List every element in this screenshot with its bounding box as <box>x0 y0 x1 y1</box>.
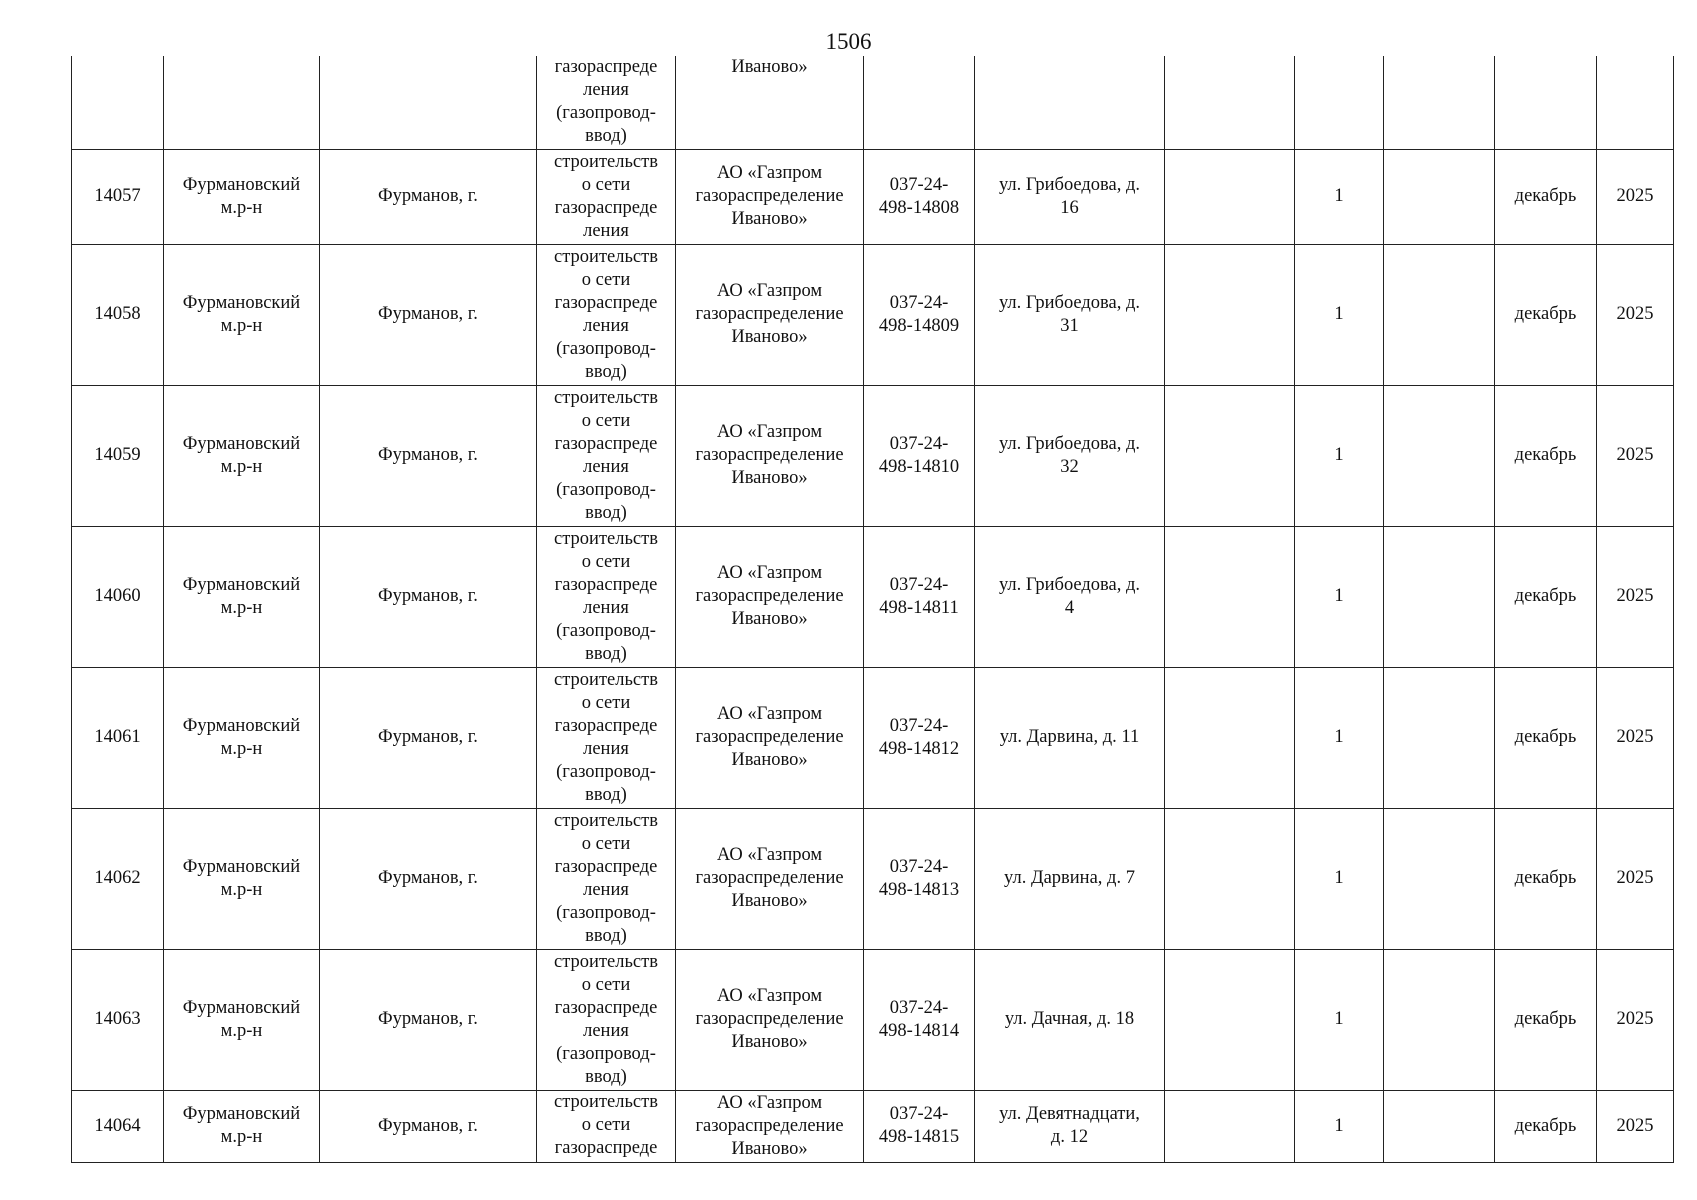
cell-code: 037-24- 498-14812 <box>864 667 975 808</box>
table-body <box>72 56 1674 1162</box>
cell-qty: 1 <box>1295 244 1384 385</box>
cell-code: 037-24- 498-14811 <box>864 526 975 667</box>
cell-empty-2 <box>1384 244 1495 385</box>
cell-year: 2025 <box>1597 667 1674 808</box>
cell-month: декабрь <box>1495 1090 1597 1162</box>
cell-owner: АО «Газпром газораспределение Иваново» <box>676 385 864 526</box>
cell-district: Фурмановский м.р-н <box>164 526 320 667</box>
cell-empty-1 <box>1165 808 1295 949</box>
cell-address: ул. Дачная, д. 18 <box>975 949 1165 1090</box>
cell-qty: 1 <box>1295 1090 1384 1162</box>
cell-code: 037-24- 498-14809 <box>864 244 975 385</box>
cell-empty-1 <box>1165 56 1295 149</box>
cell-num: 14061 <box>72 667 164 808</box>
cell-work-type: газораспреде ления (газопровод- ввод) <box>537 56 676 149</box>
cell-address: ул. Грибоедова, д. 32 <box>975 385 1165 526</box>
cell-empty-1 <box>1165 244 1295 385</box>
cell-owner: АО «Газпром газораспределение Иваново» <box>676 808 864 949</box>
cell-code: 037-24- 498-14814 <box>864 949 975 1090</box>
table-row <box>72 949 1674 1090</box>
cell-work-type: строительств о сети газораспреде ления (газопровод- ввод) <box>537 949 676 1090</box>
cell-work-type: строительств о сети газораспреде ления (газопровод- ввод) <box>537 808 676 949</box>
gas-network-table <box>71 56 1674 1163</box>
cell-month: декабрь <box>1495 808 1597 949</box>
cell-district: Фурмановский м.р-н <box>164 149 320 244</box>
cell-qty: 1 <box>1295 949 1384 1090</box>
cell-year: 2025 <box>1597 949 1674 1090</box>
cell-num: 14057 <box>72 149 164 244</box>
cell-qty: 1 <box>1295 808 1384 949</box>
cell-empty-1 <box>1165 526 1295 667</box>
cell-code: 037-24- 498-14815 <box>864 1090 975 1162</box>
cell-qty: 1 <box>1295 149 1384 244</box>
cell-num: 14063 <box>72 949 164 1090</box>
cell-address: ул. Грибоедова, д. 16 <box>975 149 1165 244</box>
cell-num <box>72 56 164 149</box>
cell-address: ул. Грибоедова, д. 4 <box>975 526 1165 667</box>
cell-year: 2025 <box>1597 244 1674 385</box>
cell-month: декабрь <box>1495 526 1597 667</box>
cell-work-type: строительств о сети газораспреде ления (газопровод- ввод) <box>537 526 676 667</box>
cell-year: 2025 <box>1597 149 1674 244</box>
cell-locality: Фурманов, г. <box>320 244 537 385</box>
cell-address: ул. Дарвина, д. 11 <box>975 667 1165 808</box>
cell-empty-2 <box>1384 808 1495 949</box>
cell-qty: 1 <box>1295 667 1384 808</box>
cell-district: Фурмановский м.р-н <box>164 244 320 385</box>
cell-month <box>1495 56 1597 149</box>
cell-empty-1 <box>1165 667 1295 808</box>
cell-month: декабрь <box>1495 149 1597 244</box>
cell-empty-2 <box>1384 385 1495 526</box>
cell-locality: Фурманов, г. <box>320 149 537 244</box>
cell-work-type: строительств о сети газораспреде <box>537 1090 676 1162</box>
table-row <box>72 808 1674 949</box>
cell-address: ул. Дарвина, д. 7 <box>975 808 1165 949</box>
cell-month: декабрь <box>1495 949 1597 1090</box>
cell-owner: АО «Газпром газораспределение Иваново» <box>676 526 864 667</box>
cell-empty-1 <box>1165 149 1295 244</box>
cell-locality: Фурманов, г. <box>320 949 537 1090</box>
cell-month: декабрь <box>1495 385 1597 526</box>
cell-code <box>864 56 975 149</box>
cell-locality: Фурманов, г. <box>320 667 537 808</box>
cell-empty-2 <box>1384 149 1495 244</box>
cell-locality: Фурманов, г. <box>320 385 537 526</box>
cell-code: 037-24- 498-14813 <box>864 808 975 949</box>
cell-empty-1 <box>1165 385 1295 526</box>
cell-year: 2025 <box>1597 1090 1674 1162</box>
cell-qty: 1 <box>1295 526 1384 667</box>
table-row <box>72 385 1674 526</box>
cell-district: Фурмановский м.р-н <box>164 1090 320 1162</box>
cell-month: декабрь <box>1495 667 1597 808</box>
cell-locality <box>320 56 537 149</box>
cell-district: Фурмановский м.р-н <box>164 949 320 1090</box>
table-row <box>72 244 1674 385</box>
cell-empty-2 <box>1384 667 1495 808</box>
cell-year: 2025 <box>1597 808 1674 949</box>
cell-work-type: строительств о сети газораспреде ления (газопровод- ввод) <box>537 667 676 808</box>
cell-locality: Фурманов, г. <box>320 808 537 949</box>
page-number: 1506 <box>825 29 872 54</box>
table-row <box>72 526 1674 667</box>
cell-work-type: строительств о сети газораспреде ления <box>537 149 676 244</box>
cell-num: 14064 <box>72 1090 164 1162</box>
table-row <box>72 1090 1674 1162</box>
cell-district: Фурмановский м.р-н <box>164 667 320 808</box>
cell-work-type: строительств о сети газораспреде ления (газопровод- ввод) <box>537 385 676 526</box>
table-row <box>72 667 1674 808</box>
cell-year <box>1597 56 1674 149</box>
cell-num: 14058 <box>72 244 164 385</box>
cell-qty <box>1295 56 1384 149</box>
cell-owner: АО «Газпром газораспределение Иваново» <box>676 667 864 808</box>
cell-num: 14062 <box>72 808 164 949</box>
cell-year: 2025 <box>1597 385 1674 526</box>
table-row-continued <box>72 56 1674 149</box>
cell-district: Фурмановский м.р-н <box>164 385 320 526</box>
cell-address: ул. Грибоедова, д. 31 <box>975 244 1165 385</box>
cell-district: Фурмановский м.р-н <box>164 808 320 949</box>
cell-code: 037-24- 498-14810 <box>864 385 975 526</box>
cell-owner: Иваново» <box>676 56 864 149</box>
cell-owner: АО «Газпром газораспределение Иваново» <box>676 149 864 244</box>
cell-empty-2 <box>1384 56 1495 149</box>
cell-address <box>975 56 1165 149</box>
cell-qty: 1 <box>1295 385 1384 526</box>
cell-work-type: строительств о сети газораспреде ления (газопровод- ввод) <box>537 244 676 385</box>
cell-empty-2 <box>1384 1090 1495 1162</box>
cell-empty-2 <box>1384 526 1495 667</box>
cell-district <box>164 56 320 149</box>
cell-year: 2025 <box>1597 526 1674 667</box>
cell-locality: Фурманов, г. <box>320 526 537 667</box>
cell-empty-1 <box>1165 949 1295 1090</box>
cell-empty-2 <box>1384 949 1495 1090</box>
cell-month: декабрь <box>1495 244 1597 385</box>
cell-num: 14060 <box>72 526 164 667</box>
cell-address: ул. Девятнадцати, д. 12 <box>975 1090 1165 1162</box>
cell-code: 037-24- 498-14808 <box>864 149 975 244</box>
cell-num: 14059 <box>72 385 164 526</box>
cell-owner: АО «Газпром газораспределение Иваново» <box>676 244 864 385</box>
cell-empty-1 <box>1165 1090 1295 1162</box>
cell-owner: АО «Газпром газораспределение Иваново» <box>676 1090 864 1162</box>
cell-owner: АО «Газпром газораспределение Иваново» <box>676 949 864 1090</box>
cell-locality: Фурманов, г. <box>320 1090 537 1162</box>
table-row <box>72 149 1674 244</box>
